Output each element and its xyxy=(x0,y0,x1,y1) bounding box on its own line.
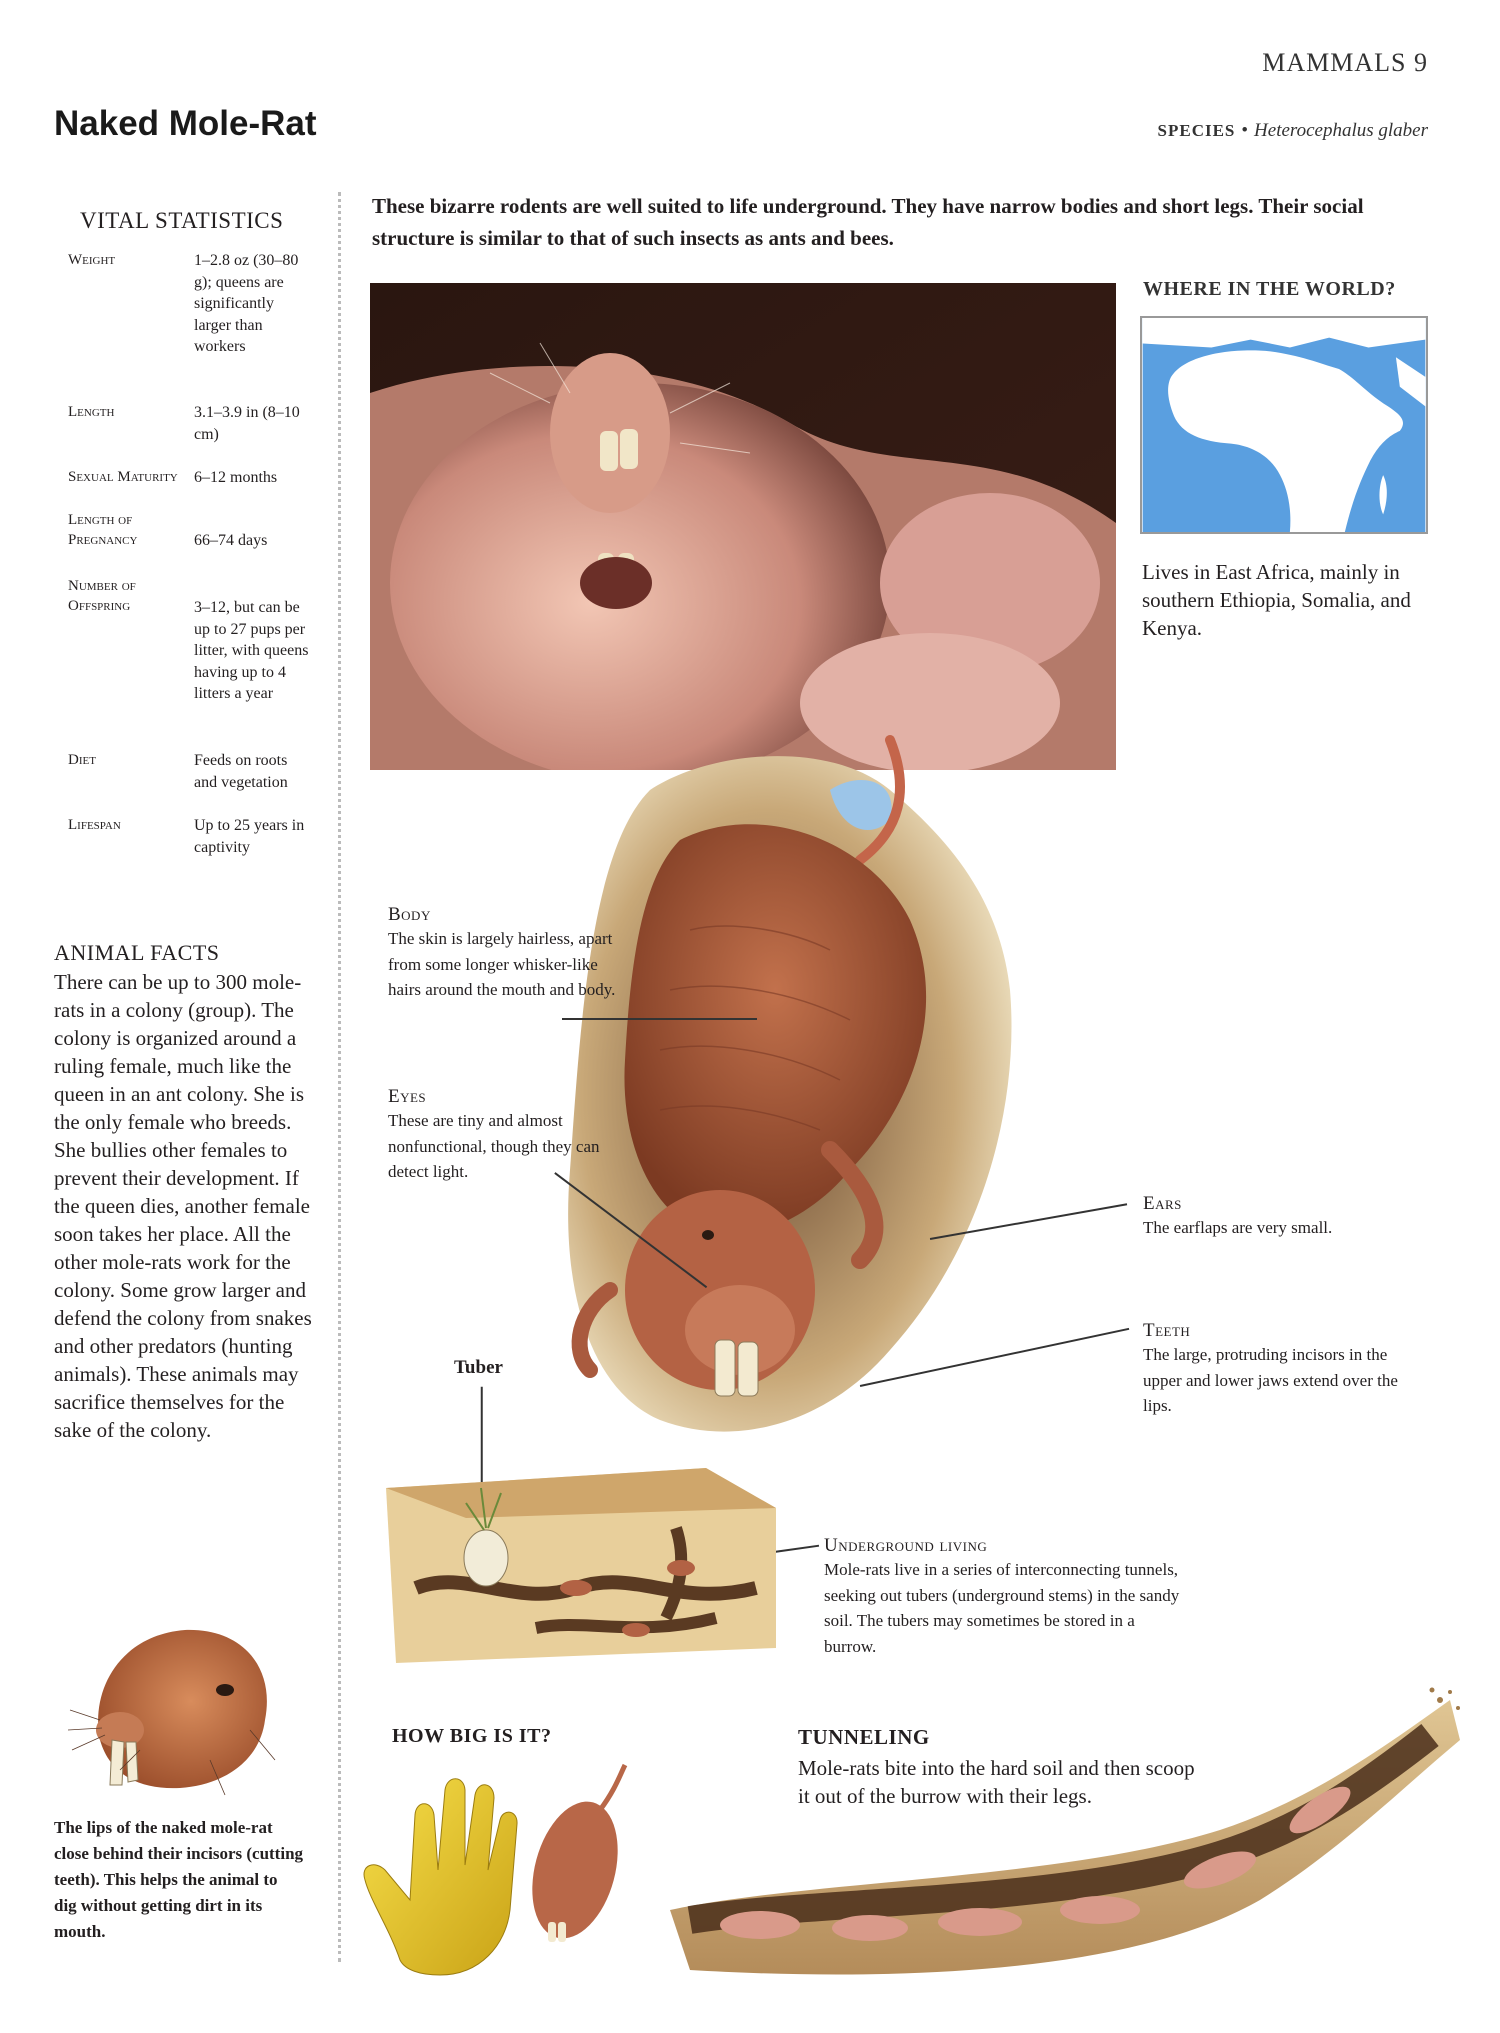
vital-stat-label: Lifespan xyxy=(68,817,121,833)
vital-stat-label: Length xyxy=(68,404,115,420)
callout-text: Mole-rats live in a series of interconnecting tunnels, seeking out tubers (underground stems) in the sandy soil. The tubers may sometimes be stored in a burrow. xyxy=(824,1560,1180,1656)
species-name: Heterocephalus glaber xyxy=(1254,120,1428,141)
eyes-callout xyxy=(388,1086,618,1185)
hand-size-comparison-illustration xyxy=(360,1760,645,1985)
animal-facts-text: There can be up to 300 mole-rats in a colony (group). The colony is organized around a ruling female, much like the queen in an ant colony. She is the only female who breeds. She bullies other females to prevent their development. If the queen dies, another female soon takes her place. All the other mole-rats work for the colony. Some grow larger and defend the colony from snakes and other predators (hunting animals). These animals may sacrifice themselves for the sake of the colony. xyxy=(54,970,312,1442)
mole-rat-burrow-illustration xyxy=(530,730,1250,1470)
callout-title: Teeth xyxy=(1143,1320,1191,1341)
callout-text: The large, protruding incisors in the upper and lower jaws extend over the lips. xyxy=(1143,1345,1398,1415)
vital-stat-value: Feeds on roots and vegetation xyxy=(194,752,288,791)
underground-tunnels-illustration xyxy=(376,1448,796,1678)
intro-text: These bizarre rodents are well suited to life underground. They have narrow bodies and short legs. Their social structure is similar to that of such insects as ants and bees. xyxy=(372,194,1364,250)
vital-stat-label: Number of Offspring xyxy=(68,578,136,614)
tunneling-heading: TUNNELING xyxy=(798,1725,930,1749)
callout-title: Eyes xyxy=(388,1086,427,1107)
ears-callout xyxy=(1143,1193,1423,1241)
vital-stat-value: Up to 25 years in captivity xyxy=(194,817,305,856)
animal-facts-heading: ANIMAL FACTS xyxy=(54,940,220,965)
teeth-callout xyxy=(1143,1320,1423,1419)
vital-statistics-heading: VITAL STATISTICS xyxy=(80,208,284,233)
callout-text: These are tiny and almost nonfunctional, though they can detect light. xyxy=(388,1111,600,1181)
vital-stat-label: Length of Pregnancy xyxy=(68,512,138,548)
vital-stat-value: 1–2.8 oz (30–80 g); queens are significantly larger than workers xyxy=(194,252,299,355)
tuber-label: Tuber xyxy=(454,1357,503,1378)
callout-title: Ears xyxy=(1143,1193,1182,1214)
column-divider xyxy=(338,192,341,1962)
page-title: Naked Mole-Rat xyxy=(54,104,317,143)
where-text: Lives in East Africa, mainly in southern Ethiopia, Somalia, and Kenya. xyxy=(1142,560,1411,640)
head-caption: The lips of the naked mole-rat close behind their incisors (cutting teeth). This helps the animal to dig without getting dirt in its mouth. xyxy=(54,1818,304,1941)
where-heading: WHERE IN THE WORLD? xyxy=(1143,278,1396,300)
callout-text: The skin is largely hairless, apart from some longer whisker-like hairs around the mouth and body. xyxy=(388,929,616,999)
vital-stat-value: 6–12 months xyxy=(194,469,278,486)
vital-stat-value: 66–74 days xyxy=(194,532,268,549)
species-separator: • xyxy=(1241,120,1249,141)
mole-rat-photo xyxy=(370,283,1116,770)
species-label: SPECIES xyxy=(1157,121,1236,140)
vital-stat-value: 3.1–3.9 in (8–10 cm) xyxy=(194,404,300,443)
callout-title: Underground living xyxy=(824,1535,988,1556)
vital-stat-label: Sexual Maturity xyxy=(68,469,178,485)
tunneling-text: Mole-rats bite into the hard soil and then scoop it out of the burrow with their legs. xyxy=(798,1756,1195,1808)
running-head: MAMMALS 9 xyxy=(1262,48,1428,77)
body-leader-line xyxy=(562,1018,757,1020)
vital-stat-label: Diet xyxy=(68,752,96,768)
body-callout xyxy=(388,904,618,1003)
how-big-heading: HOW BIG IS IT? xyxy=(392,1725,552,1747)
mole-rat-head-illustration xyxy=(60,1610,290,1800)
vital-stat-value: 3–12, but can be up to 27 pups per litter, with queens having up to 4 litters a year xyxy=(194,599,309,702)
underground-callout xyxy=(824,1535,1184,1659)
callout-text: The earflaps are very small. xyxy=(1143,1218,1333,1237)
vital-stat-label: Weight xyxy=(68,252,116,268)
tunneling-illustration xyxy=(660,1680,1470,1980)
species-line xyxy=(1158,120,1428,142)
africa-map xyxy=(1140,316,1428,534)
callout-title: Body xyxy=(388,904,431,925)
